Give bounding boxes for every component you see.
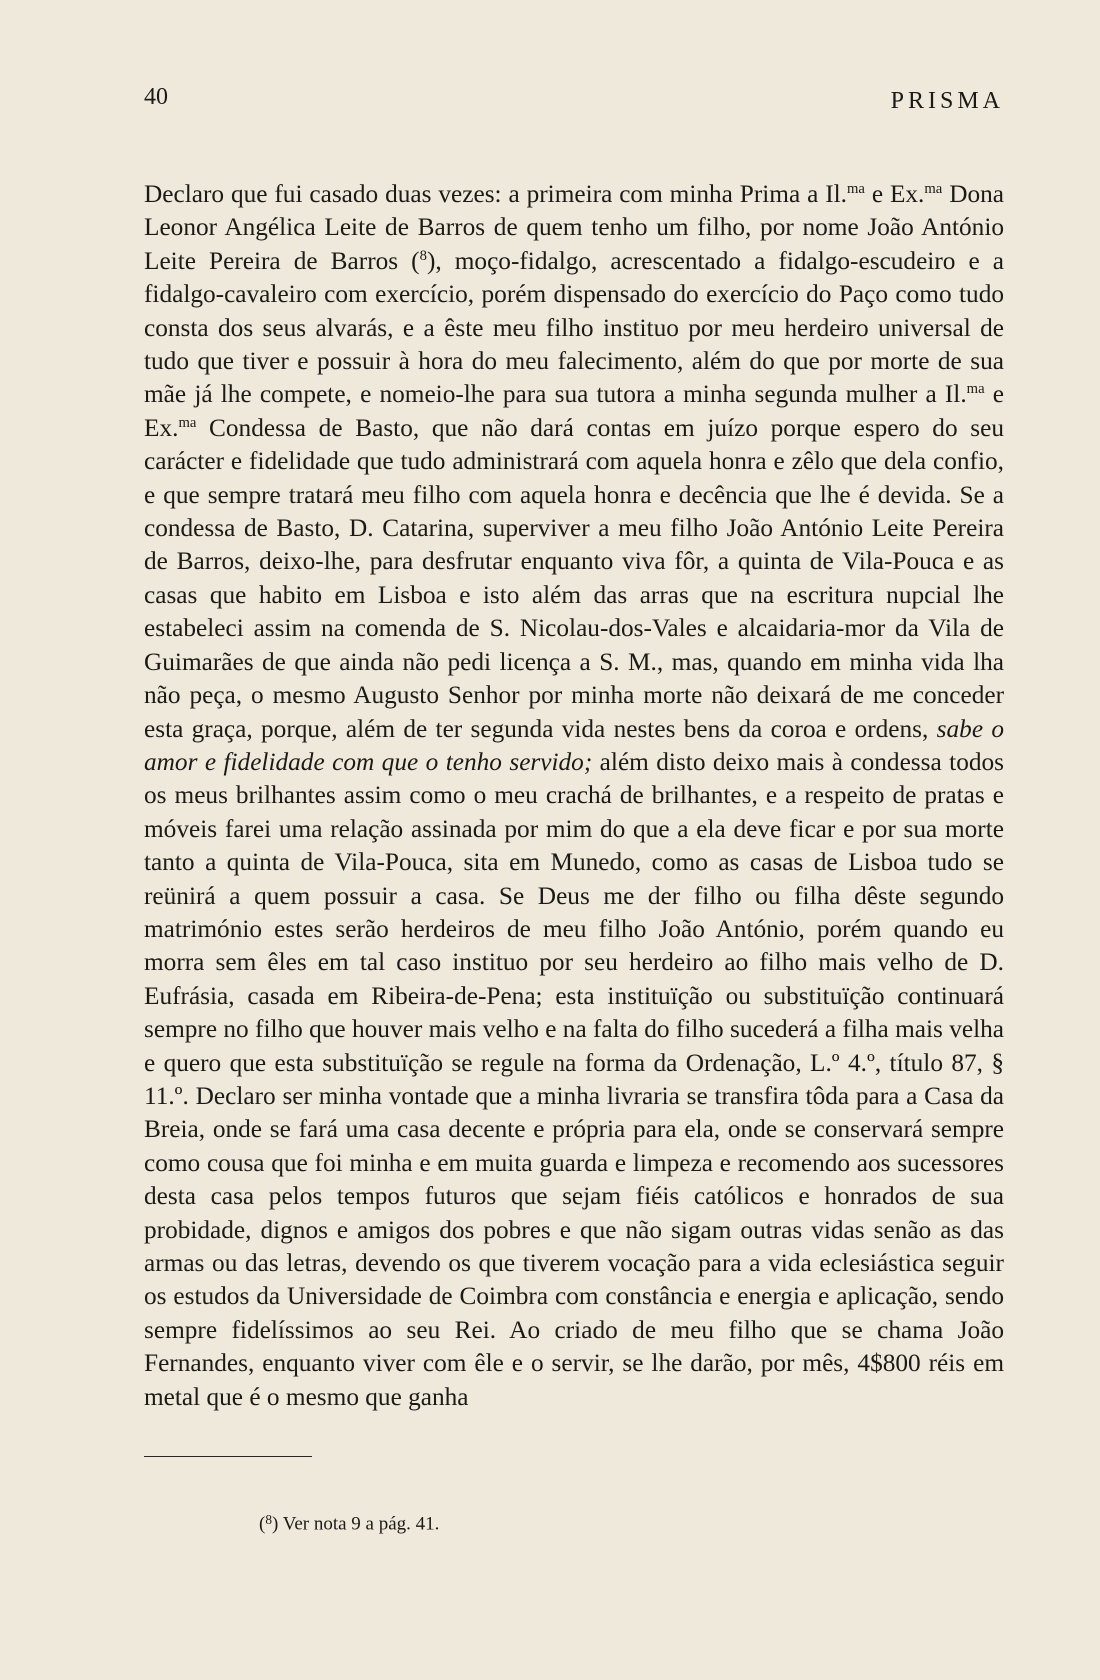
- text-run: Declaro que fui casado duas vezes: a primeira com minha Prima a Il.: [144, 180, 848, 208]
- superscript: ma: [178, 415, 197, 432]
- body-paragraph: [144, 178, 1004, 1414]
- text-run: ), moço-fidalgo, acrescentado a fidalgo-escudeiro e a fidalgo-cavaleiro com exercício, porém dispensado do exercício do Paço como tudo consta dos seus alvarás, e a êste meu filho instituo por meu herdeiro universal de tudo que tiver e possuir à hora do meu falecimento, além do que por morte de sua mãe já lhe compete, e nomeio-lhe para sua tutora a minha segunda mulher a Il.: [144, 246, 1004, 409]
- superscript: ma: [847, 181, 865, 198]
- footnote-reference: 8: [419, 248, 427, 265]
- footnote-rule: [144, 1456, 312, 1457]
- footnote: ($^8$) Ver nota 9 a pág. 41.: [259, 1512, 440, 1535]
- superscript: ma: [966, 381, 985, 398]
- italic-quote: sabe o amor e fidelidade com que o tenho servido;: [144, 714, 1004, 776]
- page-header: [144, 84, 1004, 118]
- text-run: e Ex.: [144, 380, 1004, 442]
- superscript: ma: [924, 181, 943, 198]
- footnote-marker: 8: [265, 1512, 272, 1527]
- text-run: além disto deixo mais à condessa todos os meus brilhantes assim como o meu crachá de brilhantes, e a respeito de pratas e móveis farei uma relação assinada por mim do que a ela deve ficar e por sua morte tanto a quinta de Vila-Pouca, sita em Munedo, como as casas de Lisboa tudo se reünirá a quem possuir a casa. Se Deus me der filho ou filha dêste segundo matrimónio estes serão herdeiros de meu filho João António, porém quando eu morra sem êles em tal caso instituo por seu herdeiro ao filho mais velho de D. Eufrásia, casada em Ribeira-de-Pena; esta instituïção ou substituïção continuará sempre no filho que houver mais velho e na falta do filho sucederá a filha mais velha e quero que esta substituïção se regule na forma da Ordenação, L.º 4.º, título 87, § 11.º. Declaro ser minha vontade que a minha livraria se transfira tôda para a Casa da Breia, onde se fará uma casa decente e própria para ela, onde se conservará sempre como cousa que foi minha e em muita guarda e limpeza e recomendo aos sucessores desta casa pelos tempos futuros que sejam fiéis católicos e honrados de sua probidade, dignos e amigos dos pobres e que não sigam outras vidas senão as das armas ou das letras, devendo os que tiverem vocação para a vida eclesiástica seguir os estudos da Universidade de Coimbra com constância e energia e aplicação, sendo sempre fidelíssimos ao seu Rei. Ao criado de meu filho que se chama João Fernandes, enquanto viver com êle e o servir, se lhe darão, por mês, 4$800 réis em metal que é o mesmo que ganha: [144, 747, 1004, 1411]
- text-run: Dona Leonor Angélica Leite de Barros de quem tenho um filho, por nome João António Leite Pereira de Barros (: [144, 180, 1004, 275]
- text-run: Condessa de Basto, que não dará contas em juízo porque espero do seu carácter e fidelidade que tudo administrará com aquela honra e zêlo que dela confio, e que sempre tratará meu filho com aquela honra e decência que lhe é devida. Se a condessa de Basto, D. Catarina, superviver a meu filho João António Leite Pereira de Barros, deixo-lhe, para desfrutar enquanto viva fôr, a quinta de Vila-Pouca e as casas que habito em Lisboa e isto além das arras que na escritura nupcial lhe estabeleci assim na comenda de S. Nicolau-dos-Vales e alcaidaria-mor da Vila de Guimarães de que ainda não pedi licença a S. M., mas, quando em minha vida lha não peça, o mesmo Augusto Senhor por minha morte não deixará de me conceder esta graça, porque, além de ter segunda vida nestes bens da coroa e ordens,: [144, 413, 1004, 743]
- page-number: 40: [144, 84, 168, 110]
- running-head: PRISMA: [890, 88, 1004, 114]
- text-run: e Ex.: [864, 180, 925, 208]
- footnote-text: Ver nota 9 a pág. 41.: [282, 1513, 440, 1535]
